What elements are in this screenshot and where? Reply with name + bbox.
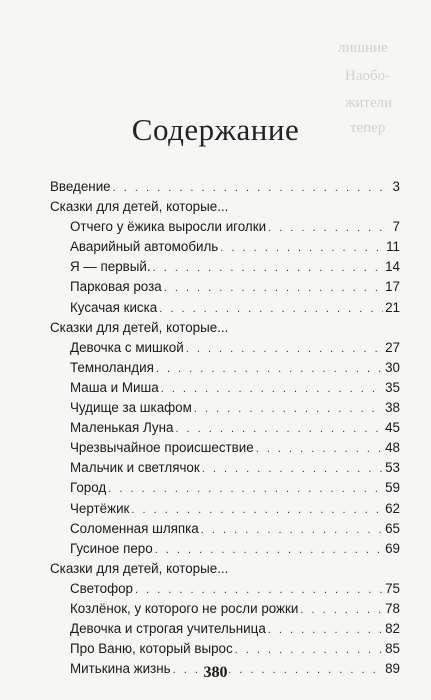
toc-entry-title: Митькина жизнь (70, 661, 171, 677)
toc-entry (70, 579, 400, 599)
show-through-text: лишние (338, 40, 388, 56)
toc-entry-title: Чрезвычайное происшествие (70, 440, 254, 456)
toc-entry-title: Аварийный автомобиль (70, 239, 219, 255)
dot-leader (135, 580, 383, 600)
toc-entry (70, 398, 400, 418)
toc-entry (70, 358, 400, 378)
toc-entry-title: Девочка с мишкой (70, 339, 184, 355)
toc-entry-page: 45 (385, 420, 400, 436)
toc-entry-page: 27 (385, 339, 400, 355)
toc-entry-page: 85 (385, 641, 400, 657)
toc-entry (70, 438, 400, 458)
page-title: Содержание (131, 112, 300, 147)
toc-entry-page: 30 (385, 359, 400, 375)
dot-leader (220, 238, 384, 258)
toc-section (50, 318, 400, 338)
toc-entry-title: Чертёжик (70, 500, 130, 516)
dot-leader (268, 218, 390, 238)
toc-entry-page: 35 (385, 379, 400, 395)
toc-entry-page: 48 (385, 440, 400, 456)
dot-leader (131, 500, 383, 520)
show-through-text: тепер (350, 120, 386, 136)
toc-entry (70, 639, 400, 659)
show-through-text: Наобо- (345, 68, 391, 84)
toc-entry-title: Парковая роза (70, 279, 162, 295)
toc-entry-title: Сказки для детей, которые... (50, 199, 229, 215)
toc-entry-title: Соломенная шляпка (70, 520, 199, 536)
toc-entry (70, 478, 400, 498)
dot-leader (159, 299, 383, 319)
toc-entry-page: 89 (385, 661, 400, 677)
toc-entry-page: 17 (385, 279, 400, 295)
toc-entry-title: Сказки для детей, которые... (50, 560, 229, 576)
toc-entry (70, 599, 400, 619)
toc-entry (70, 378, 400, 398)
dot-leader (201, 520, 383, 540)
dot-leader (155, 540, 383, 560)
toc-entry-title: Маленькая Луна (70, 420, 174, 436)
toc-entry-page: 59 (385, 480, 400, 496)
toc-entry-title: Темноландия (70, 359, 154, 375)
toc-entry (70, 237, 400, 257)
toc-entry-page: 38 (385, 400, 400, 416)
toc-entry-title: Введение (50, 179, 111, 194)
toc-entry-page: 69 (385, 540, 400, 556)
dot-leader (113, 178, 391, 198)
toc-section (50, 177, 400, 197)
dot-leader (186, 339, 383, 359)
dot-leader (156, 359, 383, 379)
toc-entry (70, 257, 400, 277)
toc-entry-title: Сказки для детей, которые... (50, 319, 229, 335)
toc-entry (70, 458, 400, 478)
toc-entry-title: Я — первый. (70, 259, 151, 275)
toc-entry-title: Козлёнок, у которого не росли рожки (70, 600, 299, 616)
toc-entry (70, 418, 400, 438)
toc-entry-page: 75 (385, 580, 400, 596)
toc-entry (70, 338, 400, 358)
toc-entry-page: 11 (386, 239, 400, 255)
toc-entry-title: Девочка и строгая учительница (70, 621, 266, 637)
toc-entry (70, 298, 400, 318)
toc-entry-title: Про Ваню, который вырос (70, 641, 233, 657)
toc-entry-page: 3 (392, 179, 400, 194)
toc-entry-title: Кусачая киска (70, 299, 158, 315)
dot-leader (235, 640, 383, 660)
toc-entry-page: 7 (392, 219, 400, 235)
dot-leader (161, 379, 383, 399)
dot-leader (194, 399, 383, 419)
toc-entry (70, 539, 400, 559)
toc-entry-title: Отчего у ёжика выросли иголки (70, 219, 267, 235)
dot-leader (300, 600, 383, 620)
toc-section (50, 197, 400, 217)
toc-entry-page: 14 (385, 259, 400, 275)
dot-leader (164, 278, 383, 298)
page-number: 380 (203, 664, 228, 681)
toc-entry-page: 78 (385, 600, 400, 616)
table-of-contents (50, 177, 400, 679)
toc-entry-page: 62 (385, 500, 400, 516)
toc-entry-page: 82 (385, 621, 400, 637)
toc-entry-title: Мальчик и светлячок (70, 460, 200, 476)
dot-leader (108, 479, 383, 499)
toc-entry-page: 53 (385, 460, 400, 476)
dot-leader (256, 439, 383, 459)
toc-section (50, 559, 400, 579)
show-through-text: жители (345, 95, 393, 111)
toc-entry (70, 519, 400, 539)
toc-entry-title: Светофор (70, 580, 133, 596)
toc-entry (70, 499, 400, 519)
dot-leader (153, 258, 384, 278)
toc-entry-page: 21 (385, 299, 400, 315)
toc-entry-title: Гусиное перо (70, 540, 153, 556)
toc-entry-title: Город (70, 480, 107, 496)
dot-leader (175, 419, 383, 439)
toc-entry-title: Маша и Миша (70, 379, 159, 395)
toc-entry (70, 619, 400, 639)
toc-entry (70, 277, 400, 297)
toc-entry (70, 217, 400, 237)
dot-leader (202, 459, 383, 479)
dot-leader (268, 620, 383, 640)
toc-entry-page: 65 (385, 520, 400, 536)
toc-entry-title: Чудище за шкафом (70, 400, 192, 416)
